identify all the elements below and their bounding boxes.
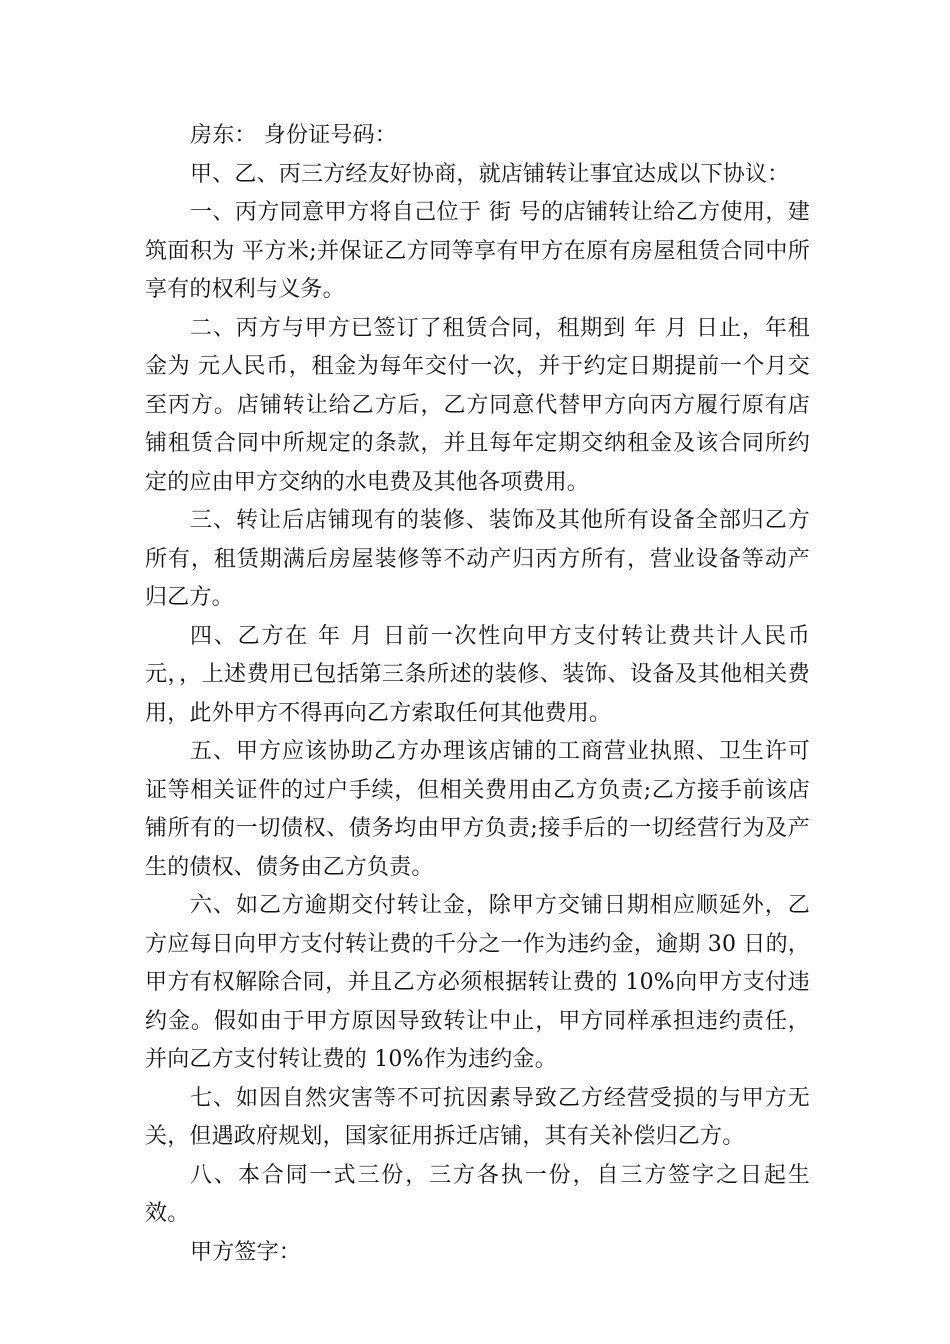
agreement-intro: 甲、乙、丙三方经友好协商，就店铺转让事宜达成以下协议： <box>190 161 790 187</box>
clause-7: 七、如因自然灾害等不可抗因素导致乙方经营受损的与甲方无关，但遇政府规划，国家征用拆迁店铺，其有关补偿归乙方。 <box>145 1085 810 1149</box>
party-a-signature: 甲方签字： <box>190 1239 302 1265</box>
clause-3: 三、转让后店铺现有的装修、装饰及其他所有设备全部归乙方所有，租赁期满后房屋装修等不动产归丙方所有，营业设备等动产归乙方。 <box>145 508 810 610</box>
clause-6: 六、如乙方逾期交付转让金，除甲方交铺日期相应顺延外，乙方应每日向甲方支付转让费的千分之一作为违约金，逾期 30 日的，甲方有权解除合同，并且乙方必须根据转让费的 10%向甲方支付违约金。假如由于甲方原因导致转让中止，甲方同样承担违约责任，并向乙方支付转让费的 10%作为违约金。 <box>145 893 810 1072</box>
clause-2: 二、丙方与甲方已签订了租赁合同，租期到 年 月 日止，年租金为 元人民币，租金为每年交付一次，并于约定日期提前一个月交至丙方。店铺转让给乙方后，乙方同意代替甲方向丙方履行原有店铺租赁合同中所规定的条款，并且每年定期交纳租金及该合同所约定的应由甲方交纳的水电费及其他各项费用。 <box>145 315 810 495</box>
clause-8: 八、本合同一式三份，三方各执一份，自三方签字之日起生效。 <box>145 1162 810 1226</box>
document-body <box>145 117 810 1272</box>
clause-5: 五、甲方应该协助乙方办理该店铺的工商营业执照、卫生许可证等相关证件的过户手续，但相关费用由乙方负责;乙方接手前该店铺所有的一切债权、债务均由甲方负责;接手后的一切经营行为及产生的债权、债务由乙方负责。 <box>145 739 810 880</box>
clause-4: 四、乙方在 年 月 日前一次性向甲方支付转让费共计人民币 元，，上述费用已包括第三条所述的装修、装饰、设备及其他相关费用，此外甲方不得再向乙方索取任何其他费用。 <box>145 623 810 726</box>
landlord-id-line: 房东： 身份证号码： <box>190 123 397 148</box>
clause-1: 一、丙方同意甲方将自己位于 街 号的店铺转让给乙方使用，建筑面积为 平方米;并保证乙方同等享有甲方在原有房屋租赁合同中所享有的权利与义务。 <box>145 200 810 302</box>
